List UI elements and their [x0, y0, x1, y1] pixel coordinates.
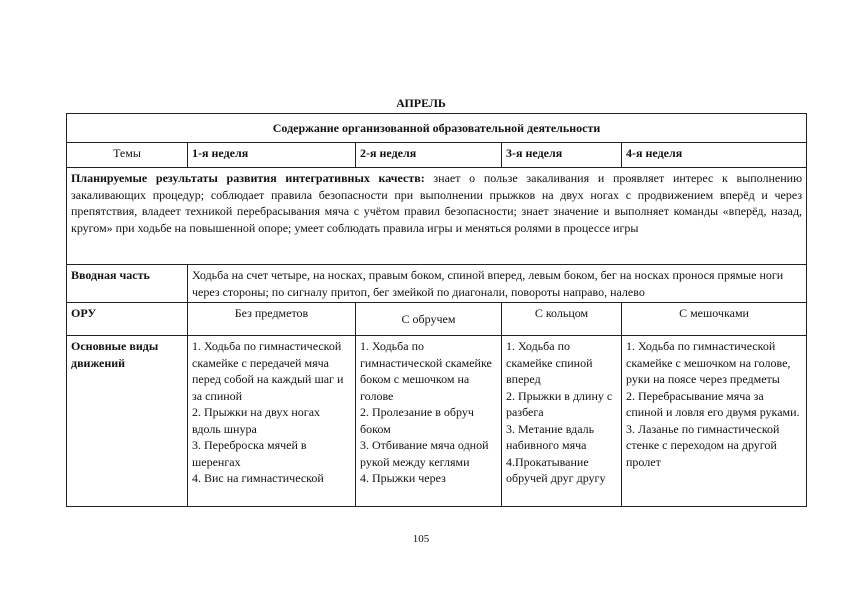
page-title: АПРЕЛЬ [396, 96, 446, 110]
list-item: 4. Прыжки через [360, 471, 446, 485]
content-header: Содержание организованной образовательной деятельности [67, 114, 807, 143]
main-movements-week-2 [356, 336, 502, 507]
intro-text: Ходьба на счет четыре, на носках, правым боком, спиной вперед, левым боком, бег на носках пронося прямые ноги через стороны; по сигналу притоп, бег змейкой по диагонали, повороты направо, налево [188, 265, 807, 303]
main-movements-week-3 [502, 336, 622, 507]
list-item: 4. Вис на гимнастической [192, 471, 324, 485]
list-item: 1. Ходьба по гимнастической скамейке боком с мешочком на голове [360, 339, 492, 403]
list-item: 3. Отбивание мяча одной рукой между кеглями [360, 438, 489, 469]
oru-item-3: С кольцом [502, 303, 622, 336]
intro-row [67, 265, 807, 303]
planned-results [67, 168, 807, 265]
list-item: 3. Лазанье по гимнастической стенке с переходом на другой пролет [626, 421, 780, 469]
content-header-row [67, 114, 807, 143]
list-item: 2. Прыжки в длину с разбега [506, 388, 613, 419]
planned-results-label: Планируемые результаты развития интегративных качеств: [71, 171, 425, 185]
intro-label: Вводная часть [67, 265, 188, 303]
week-3-header: 3-я неделя [502, 143, 622, 168]
planned-results-row [67, 168, 807, 265]
list-item: 1. Ходьба по скамейке спиной вперед [506, 339, 593, 386]
oru-item-2: С обручем [356, 303, 502, 336]
list-item: 2. Перебрасывание мяча за спиной и ловля его двумя руками. [626, 388, 800, 419]
themes-label: Темы [67, 143, 188, 168]
list-item: 4.Прокатывание обручей друг другу [506, 454, 606, 485]
themes-row [67, 143, 807, 168]
list-item: 1. Ходьба по гимнастической скамейке с передачей мяча перед собой на каждый шаг и за спиной [192, 339, 344, 403]
week-2-header: 2-я неделя [356, 143, 502, 168]
week-1-header: 1-я неделя [188, 143, 356, 168]
main-movements-label: Основные виды движений [67, 336, 188, 507]
page-number: 105 [412, 533, 430, 545]
oru-item-4: С мешочками [622, 303, 807, 336]
week-4-header: 4-я неделя [622, 143, 807, 168]
planned-results-text: знает о пользе закаливания и проявляет интерес к выполнению закаливающих процедур; соблюдает правила безопасности при выполнении прыжков на двух ногах с продвижением вперёд и через препятствия, владеет техникой перебрасывания мяча с учётом правил безопасности; знает значение и выполняет команды «вперёд, назад, кругом» при ходьбе на повышенной опоре; умеет соблюдать правила игры и меняться ролями в процессе игры [71, 171, 803, 235]
main-movements-week-4 [622, 336, 807, 507]
list-item: 1. Ходьба по гимнастической скамейке с мешочком на голове, руки на поясе через предметы [626, 339, 791, 386]
main-movements-week-1 [188, 336, 356, 507]
oru-item-1: Без предметов [188, 303, 356, 336]
oru-label: ОРУ [67, 303, 188, 336]
list-item: 2. Прыжки на двух ногах вдоль шнура [192, 405, 321, 436]
list-item: 3. Метание вдаль набивного мяча [506, 421, 595, 452]
lesson-plan-table [66, 113, 807, 507]
main-movements-row [67, 336, 807, 507]
list-item: 3. Переброска мячей в шеренгах [192, 438, 307, 469]
list-item: 2. Пролезание в обруч боком [360, 405, 474, 436]
oru-row [67, 303, 807, 336]
